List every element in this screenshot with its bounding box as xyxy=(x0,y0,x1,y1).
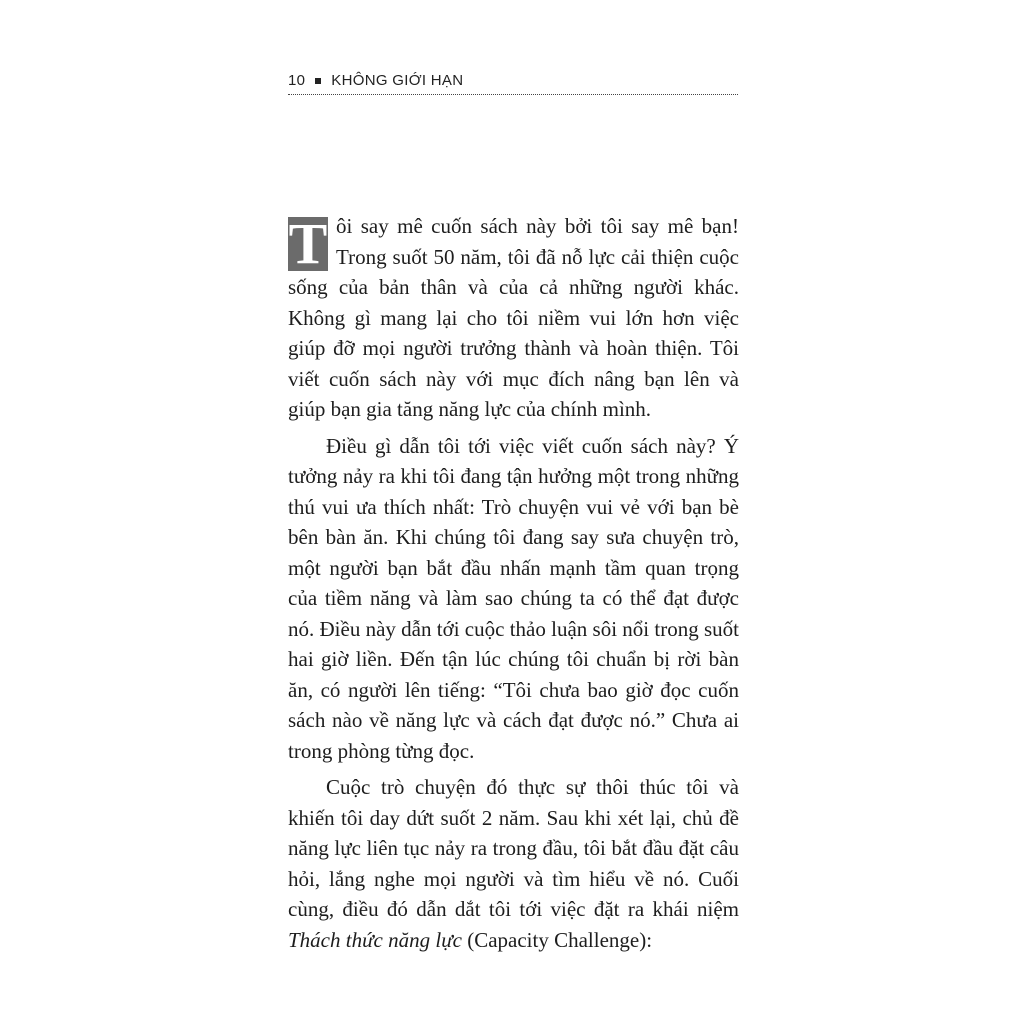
header-dotted-rule xyxy=(288,94,738,95)
concept-term: Thách thức năng lực xyxy=(288,927,462,952)
running-head xyxy=(288,67,738,94)
book-title: KHÔNG GIỚI HẠN xyxy=(331,72,464,89)
paragraph-3-text-start: Cuộc trò chuyện đó thực sự thôi thúc tôi và khiến tôi day dứt suốt 2 năm. Sau khi xét lại, chủ đề năng lực liên tục nảy ra trong đầu, tôi bắt đầu đặt câu hỏi, lắng nghe mọi người và tìm hiểu về nó. Cuối cùng, điều đó dẫn dắt tôi tới việc đặt ra khái niệm xyxy=(288,775,739,921)
paragraph-1 xyxy=(288,211,739,425)
drop-cap: T xyxy=(288,211,328,276)
paragraph-3 xyxy=(288,772,739,955)
paragraph-1-text: ôi say mê cuốn sách này bởi tôi say mê bạn! Trong suốt 50 năm, tôi đã nỗ lực cải thiện cuộc sống của bản thân và của cả những người khác. Không gì mang lại cho tôi niềm vui lớn hơn việc giúp đỡ mọi người trưởng thành và hoàn thiện. Tôi viết cuốn sách này với mục đích nâng bạn lên và giúp bạn gia tăng năng lực của chính mình. xyxy=(288,214,739,421)
chapter-body xyxy=(288,211,739,955)
paragraph-2: Điều gì dẫn tôi tới việc viết cuốn sách này? Ý tưởng nảy ra khi tôi đang tận hưởng một trong những thú vui ưa thích nhất: Trò chuyện vui vẻ với bạn bè bên bàn ăn. Khi chúng tôi đang say sưa chuyện trò, một người bạn bắt đầu nhấn mạnh tầm quan trọng của tiềm năng và làm sao chúng ta có thể đạt được nó. Điều này dẫn tới cuộc thảo luận sôi nổi trong suốt hai giờ liền. Đến tận lúc chúng tôi chuẩn bị rời bàn ăn, có người lên tiếng: “Tôi chưa bao giờ đọc cuốn sách nào về năng lực và cách đạt được nó.” Chưa ai trong phòng từng đọc. xyxy=(288,433,739,763)
paragraph-3-text-end: (Capacity Challenge): xyxy=(461,927,653,952)
square-bullet-icon xyxy=(315,78,321,84)
page-number: 10 xyxy=(288,72,306,89)
